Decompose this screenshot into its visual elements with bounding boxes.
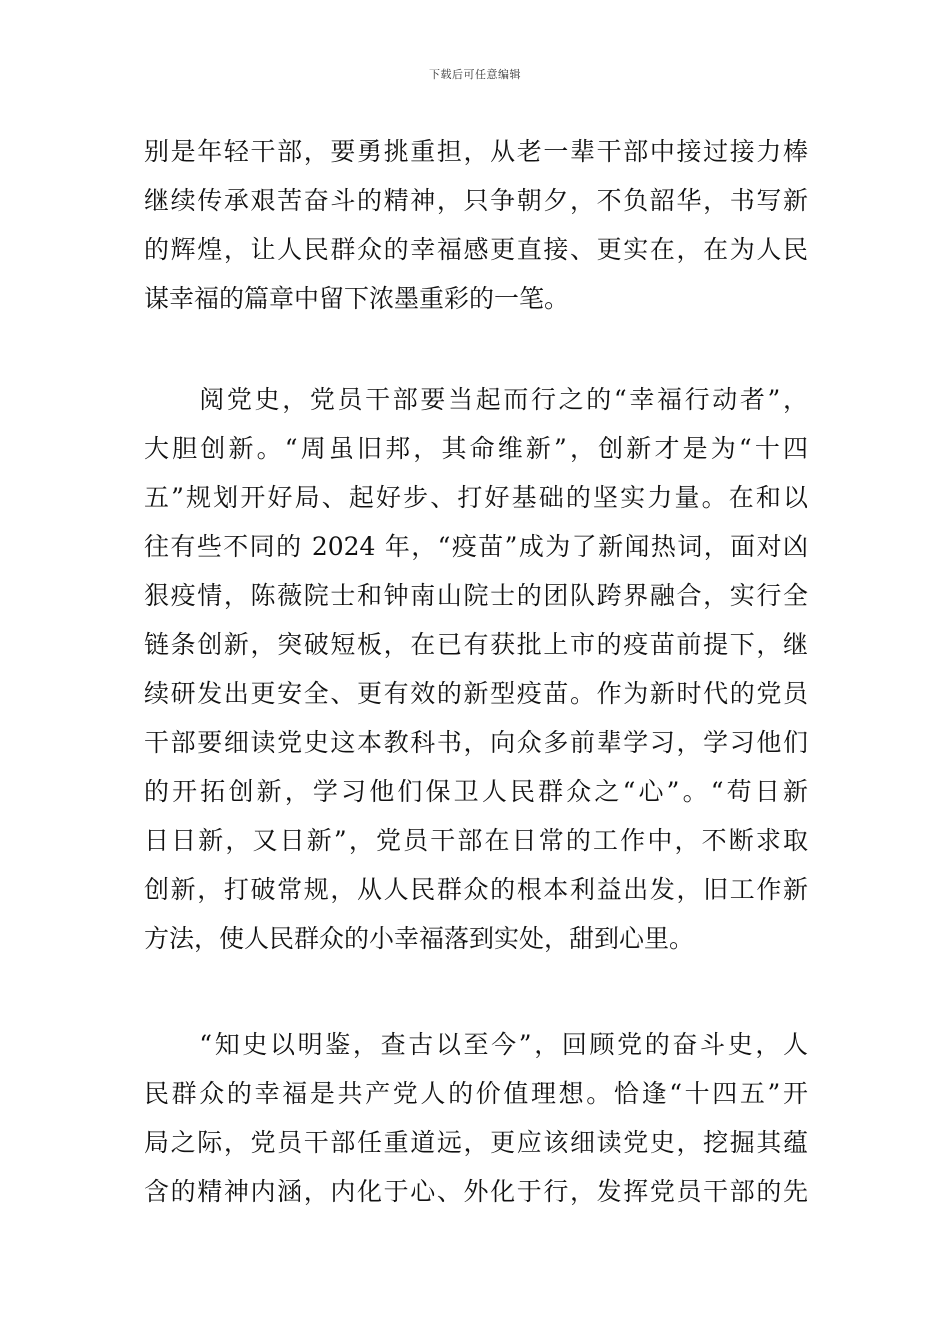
paragraph-line: 干部要细读党史这本教科书，向众多前辈学习，学习他们: [144, 728, 808, 757]
paragraph-line: 狠疫情，陈薇院士和钟南山院士的团队跨界融合，实行全: [144, 581, 808, 610]
paragraph-line: 含的精神内涵，内化于心、外化于行，发挥党员干部的先: [144, 1177, 808, 1206]
paragraph-line: 续研发出更安全、更有效的新型疫苗。作为新时代的党员: [144, 679, 808, 708]
paragraph-3: [144, 1020, 808, 1216]
paragraph-line: “知史以明鉴，查古以至今”，回顾党的奋斗史，人: [144, 1030, 808, 1059]
paragraph-line: 大胆创新。“周虽旧邦，其命维新”，创新才是为“十四: [144, 434, 808, 463]
paragraph-2: [144, 375, 808, 963]
paragraph-line: 谋幸福的篇章中留下浓墨重彩的一笔。: [144, 284, 570, 313]
header-note: 下载后可任意编辑: [429, 68, 521, 81]
paragraph-line: 创新，打破常规，从人民群众的根本利益出发，旧工作新: [144, 875, 808, 904]
paragraph-line: 别是年轻干部，要勇挑重担，从老一辈干部中接过接力棒: [144, 137, 808, 166]
paragraph-line: 阅党史，党员干部要当起而行之的“幸福行动者”，: [144, 385, 808, 414]
paragraph-line: 日日新，又日新”，党员干部在日常的工作中，不断求取: [144, 826, 808, 855]
paragraph-line: 链条创新，突破短板，在已有获批上市的疫苗前提下，继: [144, 630, 808, 659]
paragraph-line: 五”规划开好局、起好步、打好基础的坚实力量。在和以: [144, 483, 808, 512]
paragraph-line: 方法，使人民群众的小幸福落到实处，甜到心里。: [144, 924, 695, 953]
paragraph-line: 民群众的幸福是共产党人的价值理想。恰逢“十四五”开: [144, 1079, 808, 1108]
paragraph-line: 局之际，党员干部任重道远，更应该细读党史，挖掘其蕴: [144, 1128, 808, 1157]
paragraph-line: 的开拓创新，学习他们保卫人民群众之“心”。“苟日新: [144, 777, 808, 806]
paragraph-line: 的辉煌，让人民群众的幸福感更直接、更实在，在为人民: [144, 235, 808, 264]
paragraph-line: 继续传承艰苦奋斗的精神，只争朝夕，不负韶华，书写新: [144, 186, 808, 215]
paragraph-1: [144, 127, 808, 323]
paragraph-line: 往有些不同的 2024 年，“疫苗”成为了新闻热词，面对凶: [144, 532, 808, 561]
